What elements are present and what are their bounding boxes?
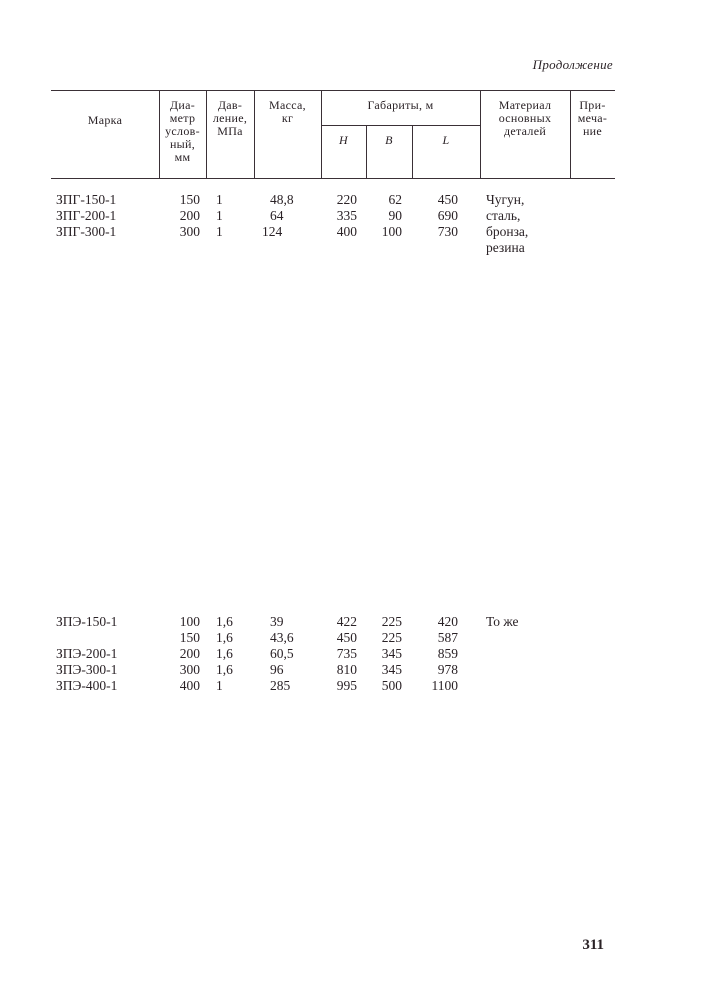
cell-pressure: 1 — [216, 208, 223, 223]
col-divider — [412, 125, 413, 178]
table-row — [0, 662, 702, 678]
cell-pressure: 1,6 — [216, 630, 233, 645]
cell-pressure: 1 — [216, 224, 223, 239]
dimensions-subrule — [321, 125, 480, 126]
cell-dim-h: 400 — [336, 224, 357, 239]
cell-mark: ЗПГ-150-1 — [56, 192, 117, 207]
cell-dim-l: 1100 — [431, 678, 458, 693]
table-row — [0, 646, 702, 662]
cell-dim-l: 978 — [437, 662, 458, 677]
cell-diameter: 300 — [179, 224, 200, 239]
cell-diameter: 150 — [179, 630, 200, 645]
cell-dim-h: 422 — [336, 614, 357, 629]
cell-pressure: 1,6 — [216, 662, 233, 677]
cell-mass: 48,8 — [270, 192, 294, 207]
table-row — [0, 192, 702, 208]
table-row — [0, 678, 702, 694]
header-dim-l: L — [442, 133, 450, 147]
cell-material: Чугун, — [486, 192, 525, 207]
col-divider — [366, 125, 367, 178]
cell-dim-b: 500 — [381, 678, 402, 693]
cell-diameter: 100 — [179, 614, 200, 629]
cell-dim-b: 225 — [381, 630, 402, 645]
header-material: Материал основных деталей — [498, 98, 552, 138]
cell-dim-h: 335 — [336, 208, 357, 223]
cell-diameter: 200 — [179, 208, 200, 223]
table-row — [0, 614, 702, 630]
cell-mass: 124 — [262, 224, 283, 239]
cell-mark: ЗПГ-300-1 — [56, 224, 117, 239]
cell-dim-b: 345 — [381, 646, 402, 661]
cell-pressure: 1,6 — [216, 646, 233, 661]
cell-dim-l: 587 — [437, 630, 458, 645]
cell-mark: ЗПЭ-150-1 — [56, 614, 118, 629]
header-mark: Марка — [87, 113, 123, 127]
cell-dim-l: 730 — [437, 224, 458, 239]
cell-mass: 285 — [270, 678, 291, 693]
cell-dim-b: 225 — [381, 614, 402, 629]
header-dimensions: Габариты, м — [367, 98, 434, 112]
cell-dim-h: 220 — [336, 192, 357, 207]
cell-mass: 60,5 — [270, 646, 294, 661]
cell-mark: ЗПГ-200-1 — [56, 208, 117, 223]
header-dim-h: H — [339, 133, 348, 147]
table-row — [0, 240, 702, 256]
cell-dim-b: 62 — [388, 192, 402, 207]
table-top-rule — [51, 90, 615, 91]
cell-diameter: 400 — [179, 678, 200, 693]
cell-material: резина — [486, 240, 525, 255]
cell-diameter: 150 — [179, 192, 200, 207]
page-number: 311 — [582, 937, 604, 953]
cell-dim-b: 100 — [381, 224, 402, 239]
cell-diameter: 300 — [179, 662, 200, 677]
cell-material: То же — [486, 614, 519, 629]
cell-material: сталь, — [486, 208, 521, 223]
cell-mark: ЗПЭ-200-1 — [56, 646, 118, 661]
cell-diameter: 200 — [179, 646, 200, 661]
cell-mass: 43,6 — [270, 630, 294, 645]
table-row — [0, 224, 702, 240]
cell-dim-h: 995 — [336, 678, 357, 693]
cell-dim-h: 810 — [336, 662, 357, 677]
continued-note: Продолжение — [532, 57, 613, 72]
cell-dim-l: 690 — [437, 208, 458, 223]
header-diameter: Диа- метр услов- ный, мм — [165, 98, 200, 164]
table-row — [0, 630, 702, 646]
cell-mass: 64 — [270, 208, 284, 223]
cell-pressure: 1 — [216, 192, 223, 207]
cell-mark: ЗПЭ-300-1 — [56, 662, 118, 677]
header-dim-b: B — [385, 133, 393, 147]
cell-dim-h: 735 — [336, 646, 357, 661]
cell-mass: 39 — [270, 614, 284, 629]
table-row — [0, 208, 702, 224]
table-header-bottom-rule — [51, 178, 615, 179]
cell-mark: ЗПЭ-400-1 — [56, 678, 118, 693]
cell-material: бронза, — [486, 224, 529, 239]
cell-dim-b: 90 — [388, 208, 402, 223]
cell-pressure: 1 — [216, 678, 223, 693]
cell-mass: 96 — [270, 662, 284, 677]
cell-dim-h: 450 — [336, 630, 357, 645]
header-mass: Масса, кг — [269, 98, 306, 125]
header-note: При- меча- ние — [577, 98, 608, 138]
cell-dim-l: 450 — [437, 192, 458, 207]
cell-dim-l: 859 — [437, 646, 458, 661]
cell-dim-l: 420 — [437, 614, 458, 629]
header-pressure: Дав- ление, МПа — [212, 98, 248, 138]
cell-pressure: 1,6 — [216, 614, 233, 629]
cell-dim-b: 345 — [381, 662, 402, 677]
